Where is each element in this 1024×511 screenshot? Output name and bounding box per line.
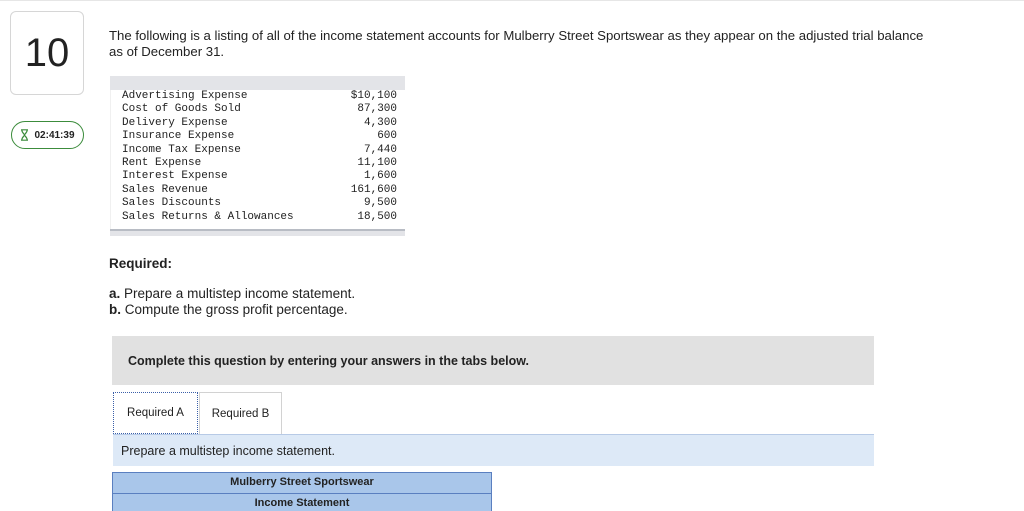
required-list: [109, 286, 355, 318]
account-amount: 11,100: [357, 156, 397, 169]
account-amount: 161,600: [350, 183, 397, 196]
account-name: Delivery Expense: [122, 116, 228, 129]
required-item-letter: a.: [109, 286, 121, 301]
question-intro: The following is a listing of all of the income statement accounts for Mulberry Street Sportswear as they appear on the adjusted trial balance as of December 31.: [109, 28, 924, 59]
required-item: [109, 286, 355, 302]
tab-required-b[interactable]: Required B: [199, 392, 282, 434]
required-item-text: Prepare a multistep income statement.: [124, 286, 356, 301]
table-row: [122, 130, 397, 143]
account-name: Advertising Expense: [122, 90, 248, 102]
account-name: Rent Expense: [122, 156, 202, 169]
top-divider: [0, 0, 1024, 1]
instruction-banner: [112, 336, 874, 385]
account-amount: 4,300: [363, 116, 397, 129]
timer-badge: [11, 121, 84, 149]
statement-title: Income Statement: [113, 493, 491, 511]
account-name: Sales Returns & Allowances: [122, 210, 294, 223]
tab-panel-prompt-bar: [113, 434, 874, 466]
income-statement-header: [112, 472, 492, 511]
accounts-table-left-border: [110, 90, 111, 229]
table-row: [122, 90, 397, 103]
accounts-table: [110, 76, 405, 236]
table-row: [122, 184, 397, 197]
required-item-text: Compute the gross profit percentage.: [124, 302, 348, 317]
hourglass-icon: [20, 129, 29, 141]
account-amount: 18,500: [357, 210, 397, 223]
table-row: [122, 157, 397, 170]
account-amount: 7,440: [363, 143, 397, 156]
question-number: 10: [24, 30, 70, 75]
required-item: [109, 302, 355, 318]
account-name: Insurance Expense: [122, 130, 235, 143]
table-row: [122, 117, 397, 130]
table-row: [122, 170, 397, 183]
accounts-table-header-bar: [110, 76, 405, 90]
account-amount: 87,300: [357, 103, 397, 116]
account-amount: 1,600: [363, 170, 397, 183]
account-amount: 600: [377, 130, 397, 143]
account-name: Sales Discounts: [122, 197, 222, 210]
timer-text: 02:41:39: [34, 129, 75, 141]
statement-company-name: Mulberry Street Sportswear: [230, 476, 374, 488]
table-row: [122, 103, 397, 116]
tab-panel-prompt: Prepare a multistep income statement.: [121, 443, 335, 458]
account-name: Cost of Goods Sold: [122, 103, 241, 116]
accounts-table-footer-bar: [110, 229, 405, 236]
account-amount: $10,100: [350, 90, 397, 102]
instruction-text: Complete this question by entering your answers in the tabs below.: [128, 353, 529, 368]
tab-required-a[interactable]: Required A: [113, 392, 198, 434]
account-amount: 9,500: [363, 197, 397, 210]
question-number-box: [10, 11, 84, 95]
table-row: [122, 197, 397, 210]
table-row: [122, 144, 397, 157]
required-heading: Required:: [109, 256, 173, 271]
required-item-letter: b.: [109, 302, 121, 317]
account-name: Income Tax Expense: [122, 143, 241, 156]
table-row: [122, 211, 397, 224]
account-name: Sales Revenue: [122, 183, 208, 196]
accounts-table-body: [122, 90, 397, 224]
account-name: Interest Expense: [122, 170, 228, 183]
